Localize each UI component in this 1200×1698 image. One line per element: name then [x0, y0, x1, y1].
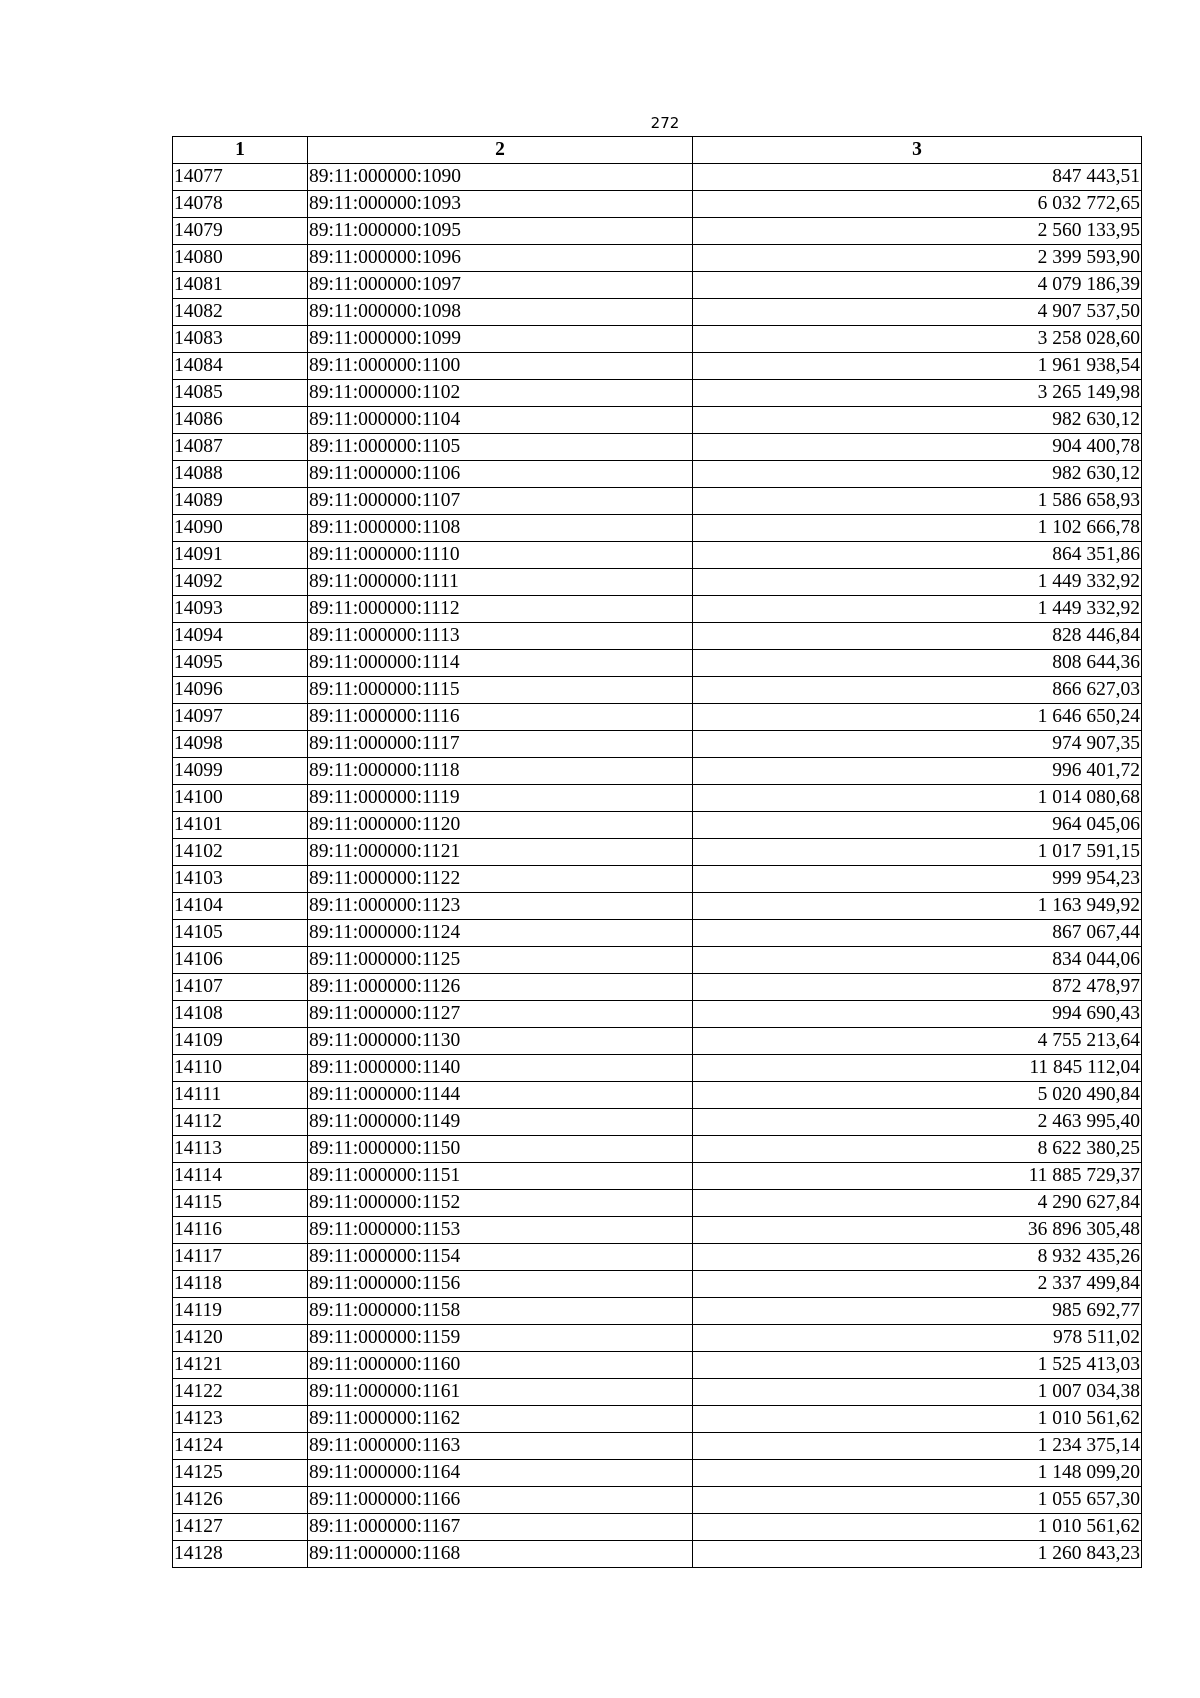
cadastral-number-cell: 89:11:000000:1108	[308, 515, 693, 542]
row-number-cell: 14089	[173, 488, 308, 515]
column-header-3: 3	[693, 137, 1142, 164]
value-cell: 982 630,12	[693, 407, 1142, 434]
table-row	[173, 245, 1142, 272]
value-cell: 866 627,03	[693, 677, 1142, 704]
cadastral-number-cell: 89:11:000000:1119	[308, 785, 693, 812]
cadastral-number-cell: 89:11:000000:1150	[308, 1136, 693, 1163]
value-cell: 3 258 028,60	[693, 326, 1142, 353]
value-cell: 1 260 843,23	[693, 1541, 1142, 1568]
cadastral-number-cell: 89:11:000000:1115	[308, 677, 693, 704]
value-cell: 978 511,02	[693, 1325, 1142, 1352]
value-cell: 1 586 658,93	[693, 488, 1142, 515]
cadastral-number-cell: 89:11:000000:1106	[308, 461, 693, 488]
table-row	[173, 677, 1142, 704]
value-cell: 1 102 666,78	[693, 515, 1142, 542]
row-number-cell: 14079	[173, 218, 308, 245]
cadastral-number-cell: 89:11:000000:1099	[308, 326, 693, 353]
row-number-cell: 14128	[173, 1541, 308, 1568]
row-number-cell: 14118	[173, 1271, 308, 1298]
value-cell: 1 234 375,14	[693, 1433, 1142, 1460]
value-cell: 1 148 099,20	[693, 1460, 1142, 1487]
row-number-cell: 14091	[173, 542, 308, 569]
value-cell: 11 885 729,37	[693, 1163, 1142, 1190]
page-number: 272	[650, 114, 680, 132]
value-cell: 1 646 650,24	[693, 704, 1142, 731]
table-row	[173, 596, 1142, 623]
cadastral-number-cell: 89:11:000000:1130	[308, 1028, 693, 1055]
cadastral-number-cell: 89:11:000000:1124	[308, 920, 693, 947]
cadastral-number-cell: 89:11:000000:1090	[308, 164, 693, 191]
row-number-cell: 14088	[173, 461, 308, 488]
value-cell: 2 463 995,40	[693, 1109, 1142, 1136]
data-table	[172, 136, 1142, 1568]
table-row	[173, 1244, 1142, 1271]
table-row	[173, 1001, 1142, 1028]
table-row	[173, 1298, 1142, 1325]
cadastral-number-cell: 89:11:000000:1118	[308, 758, 693, 785]
cadastral-number-cell: 89:11:000000:1113	[308, 623, 693, 650]
row-number-cell: 14116	[173, 1217, 308, 1244]
table-row	[173, 1541, 1142, 1568]
table-row	[173, 866, 1142, 893]
value-cell: 3 265 149,98	[693, 380, 1142, 407]
table-row	[173, 1487, 1142, 1514]
table-row	[173, 1217, 1142, 1244]
value-cell: 964 045,06	[693, 812, 1142, 839]
table-row	[173, 839, 1142, 866]
row-number-cell: 14110	[173, 1055, 308, 1082]
table-row	[173, 434, 1142, 461]
row-number-cell: 14104	[173, 893, 308, 920]
cadastral-number-cell: 89:11:000000:1125	[308, 947, 693, 974]
row-number-cell: 14087	[173, 434, 308, 461]
value-cell: 1 007 034,38	[693, 1379, 1142, 1406]
value-cell: 2 337 499,84	[693, 1271, 1142, 1298]
cadastral-number-cell: 89:11:000000:1140	[308, 1055, 693, 1082]
row-number-cell: 14078	[173, 191, 308, 218]
table-row	[173, 461, 1142, 488]
cadastral-number-cell: 89:11:000000:1153	[308, 1217, 693, 1244]
table-row	[173, 191, 1142, 218]
table-row	[173, 974, 1142, 1001]
row-number-cell: 14108	[173, 1001, 308, 1028]
header-row	[173, 137, 1142, 164]
row-number-cell: 14120	[173, 1325, 308, 1352]
table-row	[173, 893, 1142, 920]
value-cell: 1 014 080,68	[693, 785, 1142, 812]
row-number-cell: 14086	[173, 407, 308, 434]
row-number-cell: 14095	[173, 650, 308, 677]
row-number-cell: 14093	[173, 596, 308, 623]
table-row	[173, 1379, 1142, 1406]
table-row	[173, 1460, 1142, 1487]
value-cell: 1 010 561,62	[693, 1406, 1142, 1433]
value-cell: 996 401,72	[693, 758, 1142, 785]
table-body	[173, 164, 1142, 1568]
cadastral-number-cell: 89:11:000000:1120	[308, 812, 693, 839]
value-cell: 2 399 593,90	[693, 245, 1142, 272]
value-cell: 1 449 332,92	[693, 596, 1142, 623]
row-number-cell: 14099	[173, 758, 308, 785]
table-row	[173, 218, 1142, 245]
table-row	[173, 1055, 1142, 1082]
table-row	[173, 1028, 1142, 1055]
cadastral-number-cell: 89:11:000000:1154	[308, 1244, 693, 1271]
row-number-cell: 14083	[173, 326, 308, 353]
value-cell: 2 560 133,95	[693, 218, 1142, 245]
cadastral-number-cell: 89:11:000000:1105	[308, 434, 693, 461]
row-number-cell: 14127	[173, 1514, 308, 1541]
row-number-cell: 14101	[173, 812, 308, 839]
row-number-cell: 14082	[173, 299, 308, 326]
value-cell: 1 449 332,92	[693, 569, 1142, 596]
row-number-cell: 14096	[173, 677, 308, 704]
value-cell: 904 400,78	[693, 434, 1142, 461]
table-row	[173, 164, 1142, 191]
row-number-cell: 14085	[173, 380, 308, 407]
cadastral-number-cell: 89:11:000000:1152	[308, 1190, 693, 1217]
table-row	[173, 1406, 1142, 1433]
table-row	[173, 704, 1142, 731]
cadastral-number-cell: 89:11:000000:1158	[308, 1298, 693, 1325]
row-number-cell: 14112	[173, 1109, 308, 1136]
row-number-cell: 14121	[173, 1352, 308, 1379]
value-cell: 994 690,43	[693, 1001, 1142, 1028]
cadastral-number-cell: 89:11:000000:1111	[308, 569, 693, 596]
row-number-cell: 14090	[173, 515, 308, 542]
table-row	[173, 731, 1142, 758]
cadastral-number-cell: 89:11:000000:1144	[308, 1082, 693, 1109]
row-number-cell: 14109	[173, 1028, 308, 1055]
cadastral-number-cell: 89:11:000000:1117	[308, 731, 693, 758]
table-row	[173, 380, 1142, 407]
row-number-cell: 14081	[173, 272, 308, 299]
value-cell: 6 032 772,65	[693, 191, 1142, 218]
value-cell: 11 845 112,04	[693, 1055, 1142, 1082]
cadastral-number-cell: 89:11:000000:1160	[308, 1352, 693, 1379]
cadastral-number-cell: 89:11:000000:1110	[308, 542, 693, 569]
value-cell: 1 525 413,03	[693, 1352, 1142, 1379]
table-row	[173, 1271, 1142, 1298]
value-cell: 1 961 938,54	[693, 353, 1142, 380]
value-cell: 847 443,51	[693, 164, 1142, 191]
cadastral-number-cell: 89:11:000000:1107	[308, 488, 693, 515]
value-cell: 4 755 213,64	[693, 1028, 1142, 1055]
row-number-cell: 14077	[173, 164, 308, 191]
row-number-cell: 14122	[173, 1379, 308, 1406]
table-row	[173, 812, 1142, 839]
value-cell: 872 478,97	[693, 974, 1142, 1001]
table-row	[173, 920, 1142, 947]
cadastral-number-cell: 89:11:000000:1151	[308, 1163, 693, 1190]
value-cell: 867 067,44	[693, 920, 1142, 947]
table-row	[173, 542, 1142, 569]
value-cell: 5 020 490,84	[693, 1082, 1142, 1109]
table-row	[173, 650, 1142, 677]
cadastral-number-cell: 89:11:000000:1100	[308, 353, 693, 380]
table-row	[173, 515, 1142, 542]
value-cell: 985 692,77	[693, 1298, 1142, 1325]
column-header-1: 1	[173, 137, 308, 164]
row-number-cell: 14117	[173, 1244, 308, 1271]
table-header	[173, 137, 1142, 164]
value-cell: 828 446,84	[693, 623, 1142, 650]
row-number-cell: 14094	[173, 623, 308, 650]
table-row	[173, 299, 1142, 326]
table-row	[173, 488, 1142, 515]
cadastral-number-cell: 89:11:000000:1166	[308, 1487, 693, 1514]
row-number-cell: 14124	[173, 1433, 308, 1460]
cadastral-number-cell: 89:11:000000:1168	[308, 1541, 693, 1568]
cadastral-number-cell: 89:11:000000:1149	[308, 1109, 693, 1136]
cadastral-number-cell: 89:11:000000:1167	[308, 1514, 693, 1541]
table-row	[173, 569, 1142, 596]
value-cell: 36 896 305,48	[693, 1217, 1142, 1244]
cadastral-number-cell: 89:11:000000:1161	[308, 1379, 693, 1406]
row-number-cell: 14115	[173, 1190, 308, 1217]
cadastral-number-cell: 89:11:000000:1163	[308, 1433, 693, 1460]
cadastral-number-cell: 89:11:000000:1159	[308, 1325, 693, 1352]
row-number-cell: 14103	[173, 866, 308, 893]
row-number-cell: 14106	[173, 947, 308, 974]
cadastral-number-cell: 89:11:000000:1164	[308, 1460, 693, 1487]
value-cell: 808 644,36	[693, 650, 1142, 677]
value-cell: 1 163 949,92	[693, 893, 1142, 920]
table-row	[173, 1352, 1142, 1379]
cadastral-number-cell: 89:11:000000:1156	[308, 1271, 693, 1298]
column-header-2: 2	[308, 137, 693, 164]
cadastral-number-cell: 89:11:000000:1096	[308, 245, 693, 272]
row-number-cell: 14119	[173, 1298, 308, 1325]
row-number-cell: 14092	[173, 569, 308, 596]
row-number-cell: 14111	[173, 1082, 308, 1109]
value-cell: 4 290 627,84	[693, 1190, 1142, 1217]
table-row	[173, 326, 1142, 353]
value-cell: 982 630,12	[693, 461, 1142, 488]
table-row	[173, 353, 1142, 380]
row-number-cell: 14114	[173, 1163, 308, 1190]
table-row	[173, 1109, 1142, 1136]
row-number-cell: 14105	[173, 920, 308, 947]
cadastral-number-cell: 89:11:000000:1121	[308, 839, 693, 866]
table-row	[173, 758, 1142, 785]
table-row	[173, 947, 1142, 974]
table-row	[173, 785, 1142, 812]
cadastral-number-cell: 89:11:000000:1098	[308, 299, 693, 326]
cadastral-number-cell: 89:11:000000:1093	[308, 191, 693, 218]
table-row	[173, 407, 1142, 434]
cadastral-number-cell: 89:11:000000:1114	[308, 650, 693, 677]
value-cell: 4 907 537,50	[693, 299, 1142, 326]
cadastral-number-cell: 89:11:000000:1095	[308, 218, 693, 245]
cadastral-number-cell: 89:11:000000:1127	[308, 1001, 693, 1028]
table-row	[173, 1190, 1142, 1217]
table-row	[173, 1514, 1142, 1541]
value-cell: 834 044,06	[693, 947, 1142, 974]
row-number-cell: 14084	[173, 353, 308, 380]
value-cell: 1 055 657,30	[693, 1487, 1142, 1514]
row-number-cell: 14126	[173, 1487, 308, 1514]
cadastral-number-cell: 89:11:000000:1112	[308, 596, 693, 623]
row-number-cell: 14097	[173, 704, 308, 731]
cadastral-number-cell: 89:11:000000:1162	[308, 1406, 693, 1433]
value-cell: 864 351,86	[693, 542, 1142, 569]
cadastral-number-cell: 89:11:000000:1097	[308, 272, 693, 299]
value-cell: 1 017 591,15	[693, 839, 1142, 866]
value-cell: 8 622 380,25	[693, 1136, 1142, 1163]
table-row	[173, 1433, 1142, 1460]
row-number-cell: 14102	[173, 839, 308, 866]
row-number-cell: 14113	[173, 1136, 308, 1163]
table-row	[173, 1325, 1142, 1352]
cadastral-number-cell: 89:11:000000:1104	[308, 407, 693, 434]
row-number-cell: 14107	[173, 974, 308, 1001]
value-cell: 8 932 435,26	[693, 1244, 1142, 1271]
row-number-cell: 14098	[173, 731, 308, 758]
cadastral-number-cell: 89:11:000000:1126	[308, 974, 693, 1001]
value-cell: 974 907,35	[693, 731, 1142, 758]
row-number-cell: 14080	[173, 245, 308, 272]
table-row	[173, 1082, 1142, 1109]
cadastral-number-cell: 89:11:000000:1116	[308, 704, 693, 731]
row-number-cell: 14100	[173, 785, 308, 812]
row-number-cell: 14123	[173, 1406, 308, 1433]
table-row	[173, 623, 1142, 650]
cadastral-number-cell: 89:11:000000:1123	[308, 893, 693, 920]
value-cell: 4 079 186,39	[693, 272, 1142, 299]
table-row	[173, 272, 1142, 299]
value-cell: 1 010 561,62	[693, 1514, 1142, 1541]
table-row	[173, 1136, 1142, 1163]
row-number-cell: 14125	[173, 1460, 308, 1487]
cadastral-number-cell: 89:11:000000:1102	[308, 380, 693, 407]
table-row	[173, 1163, 1142, 1190]
cadastral-number-cell: 89:11:000000:1122	[308, 866, 693, 893]
value-cell: 999 954,23	[693, 866, 1142, 893]
